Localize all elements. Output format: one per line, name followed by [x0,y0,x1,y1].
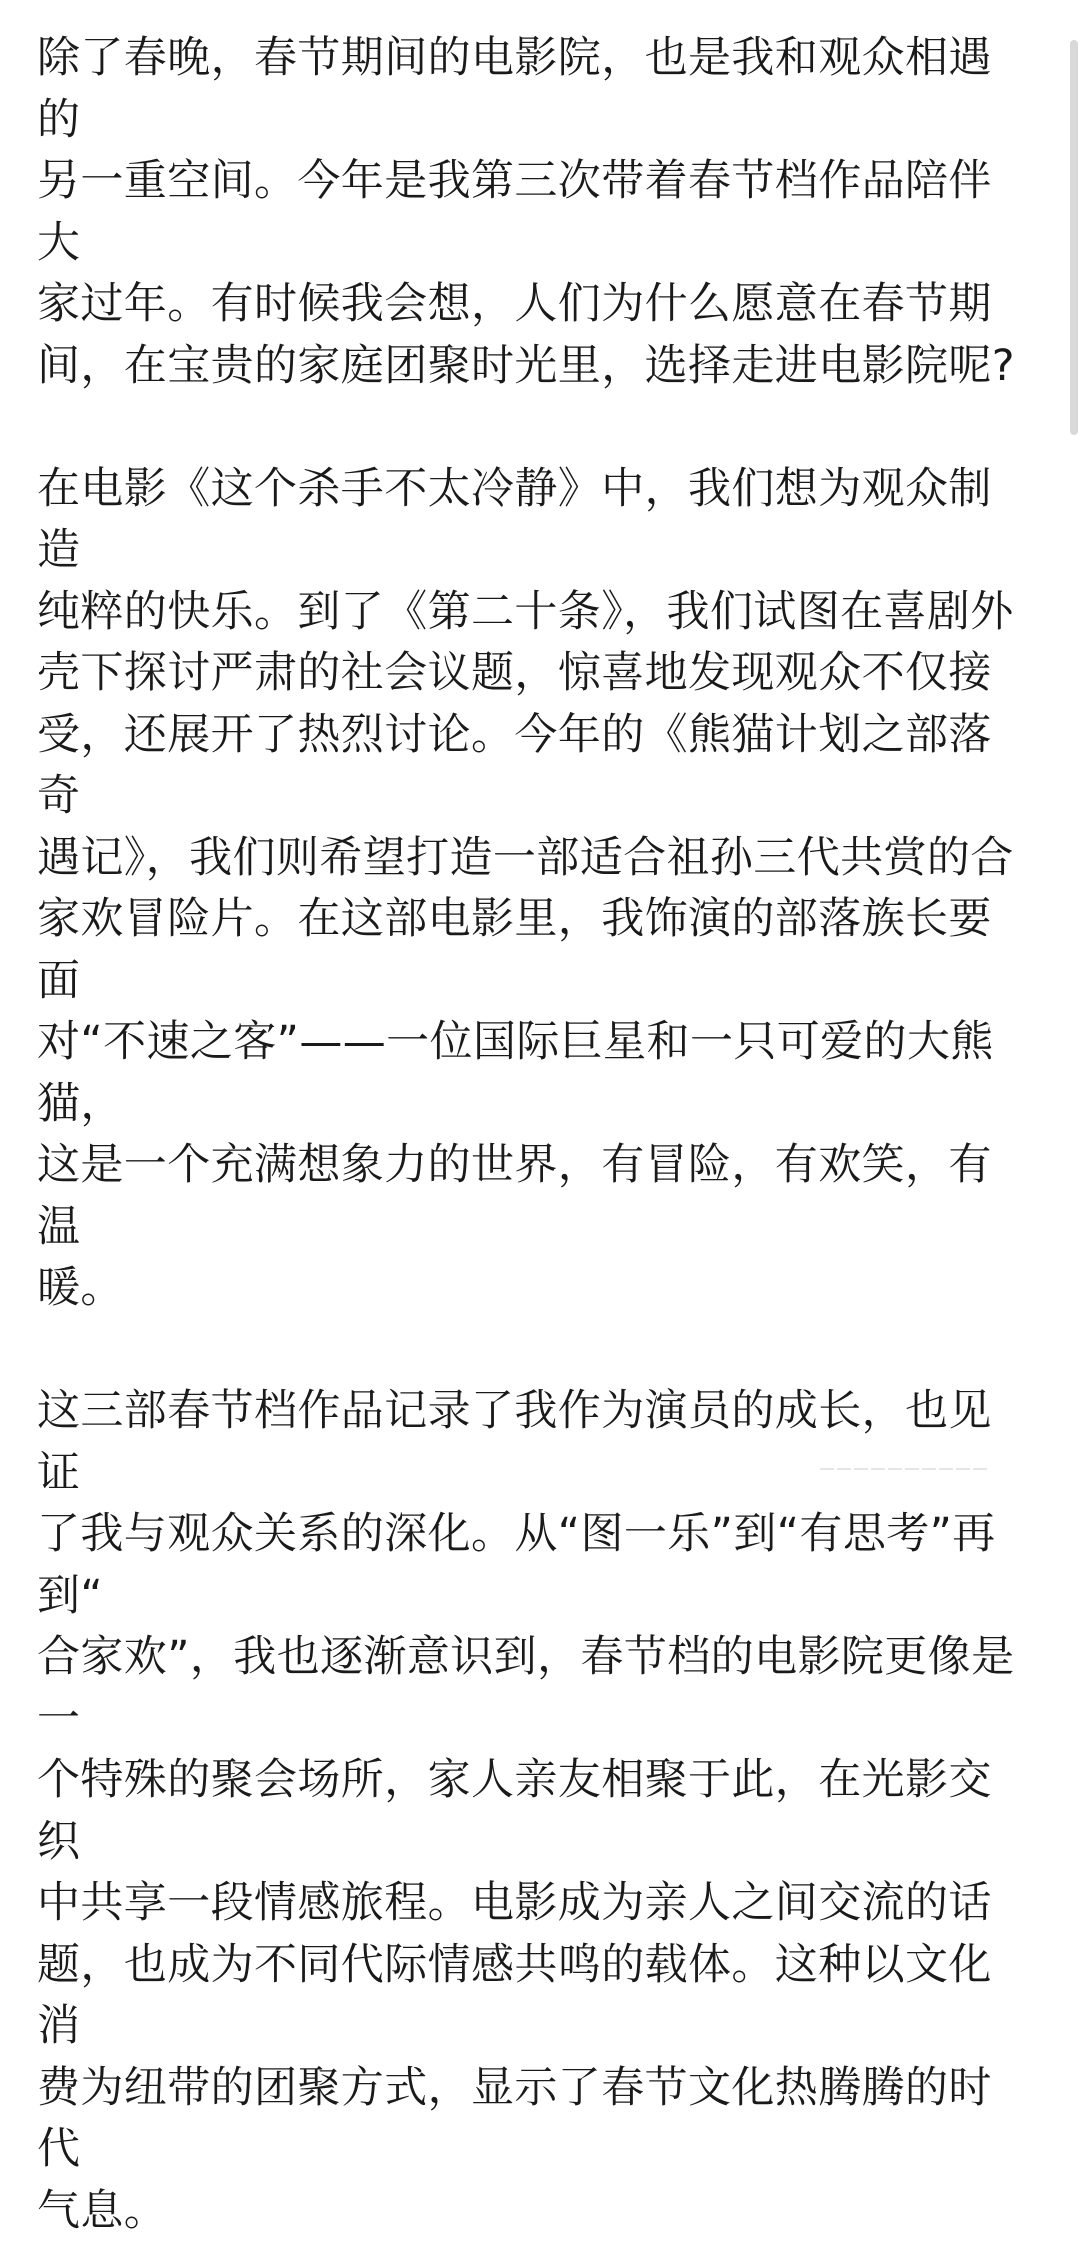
watermark [820,1456,1060,1484]
scrollbar[interactable] [1070,40,1078,435]
paragraph-1: 除了春晚，春节期间的电影院，也是我和观众相遇的 另一重空间。今年是我第三次带着春节档作品陪伴大 家过年。有时候我会想，人们为什么愿意在春节期 间，在宝贵的家庭团聚时光里，选择走进电影院呢? [37,33,1016,391]
paragraph-2: 在电影《这个杀手不太冷静》中，我们想为观众制造 纯粹的快乐。到了《第二十条》，我们试图在喜剧外 壳下探讨严肃的社会议题，惊喜地发现观众不仅接 受，还展开了热烈讨论。今年的《熊猫计划之部落奇 遇记》，我们则希望打造一部适合祖孙三代共赏的合 家欢冒险片。在这部电影里，我饰演的部落族长要面 对“不速之客”——一位国际巨星和一只可爱的大熊猫， 这是一个充满想象力的世界，有冒险，有欢笑，有温 暖。 [37,463,1014,1313]
paragraph-3: 这三部春节档作品记录了我作为演员的成长，也见证 了我与观众关系的深化。从“图一乐”到“有思考”再到“ 合家欢”，我也逐渐意识到，春节档的电影院更像是一 个特殊的聚会场所，家人亲友相聚于此，在光影交织 中共享一段情感旅程。电影成为亲人之间交流的话 题，也成为不同代际情感共鸣的载体。这种以文化消 费为纽带的团聚方式，显示了春节文化热腾腾的时代 气息。 [37,1386,1015,2236]
article-body [37,28,1022,2242]
